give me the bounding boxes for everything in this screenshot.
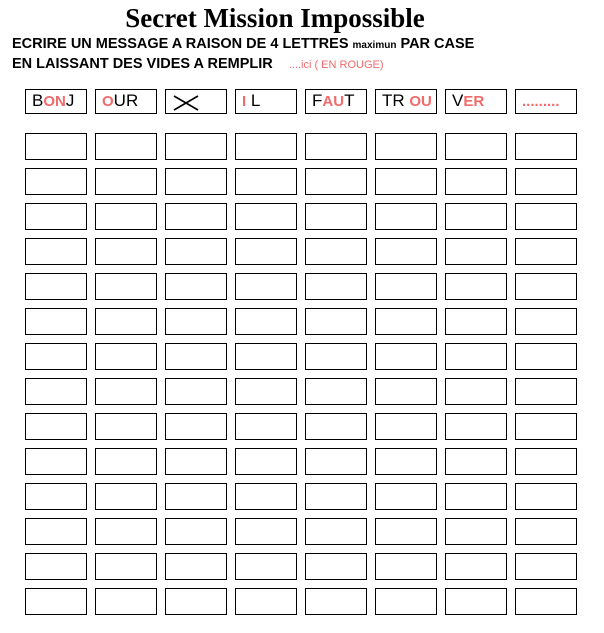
grid-row: [25, 588, 577, 623]
empty-cell[interactable]: [25, 448, 87, 475]
empty-cell[interactable]: [235, 308, 297, 335]
empty-cell[interactable]: [235, 588, 297, 615]
instruction-line-2: [12, 56, 384, 72]
empty-cell[interactable]: [375, 168, 437, 195]
empty-cell[interactable]: [445, 413, 507, 440]
empty-cell[interactable]: [445, 483, 507, 510]
empty-cell[interactable]: [95, 518, 157, 545]
empty-cell[interactable]: [305, 203, 367, 230]
empty-cell[interactable]: [375, 378, 437, 405]
empty-cell[interactable]: [95, 133, 157, 160]
empty-cell[interactable]: [515, 168, 577, 195]
empty-cell[interactable]: [305, 343, 367, 370]
empty-cell[interactable]: [375, 448, 437, 475]
empty-cell[interactable]: [165, 588, 227, 615]
instruction-line-2-red-note: ....ici ( EN ROUGE): [288, 59, 384, 71]
instruction-line-1: [12, 36, 474, 52]
empty-cell[interactable]: [25, 273, 87, 300]
grid-row: [25, 133, 577, 168]
empty-cell[interactable]: [445, 238, 507, 265]
empty-grid: [25, 133, 577, 623]
grid-row: [25, 343, 577, 378]
empty-cell[interactable]: [305, 273, 367, 300]
empty-cell[interactable]: [235, 168, 297, 195]
empty-cell[interactable]: [515, 203, 577, 230]
empty-cell[interactable]: [165, 413, 227, 440]
cell-red-text: O: [102, 93, 114, 110]
empty-cell[interactable]: [25, 168, 87, 195]
grid-row: [25, 378, 577, 413]
cell-black-text-2: T: [344, 91, 355, 110]
empty-cell[interactable]: [515, 553, 577, 580]
cell-black-text: TR: [382, 91, 410, 110]
empty-cell[interactable]: [95, 168, 157, 195]
cell-black-text: V: [452, 91, 464, 110]
page-title: Secret Mission Impossible: [125, 3, 425, 33]
instruction-line-1-small: maximun: [352, 40, 397, 51]
empty-cell[interactable]: [235, 133, 297, 160]
empty-cell[interactable]: [165, 378, 227, 405]
cell-black-text: B: [32, 91, 44, 110]
instruction-line-2-main: EN LAISSANT DES VIDES A REMPLIR: [12, 56, 273, 72]
empty-cell[interactable]: [165, 518, 227, 545]
empty-cell[interactable]: [305, 238, 367, 265]
grid-row: [25, 553, 577, 588]
empty-cell[interactable]: [445, 588, 507, 615]
example-cell-5: [305, 89, 367, 114]
example-cell-3: [165, 89, 227, 114]
empty-cell[interactable]: [95, 308, 157, 335]
empty-cell[interactable]: [375, 308, 437, 335]
example-cell-7: [445, 89, 507, 114]
grid-row: [25, 203, 577, 238]
grid-row: [25, 413, 577, 448]
example-row: [25, 89, 577, 114]
empty-cell[interactable]: [445, 273, 507, 300]
empty-cell[interactable]: [95, 448, 157, 475]
empty-cell[interactable]: [305, 518, 367, 545]
empty-cell[interactable]: [515, 588, 577, 615]
empty-cell[interactable]: [25, 483, 87, 510]
empty-cell[interactable]: [95, 378, 157, 405]
empty-cell[interactable]: [515, 483, 577, 510]
empty-cell[interactable]: [165, 133, 227, 160]
empty-cell[interactable]: [515, 378, 577, 405]
empty-cell[interactable]: [235, 483, 297, 510]
empty-cell[interactable]: [25, 553, 87, 580]
cell-black-text-2: UR: [113, 91, 139, 110]
empty-cell[interactable]: [375, 588, 437, 615]
empty-cell[interactable]: [445, 168, 507, 195]
empty-cell[interactable]: [515, 518, 577, 545]
empty-cell[interactable]: [95, 203, 157, 230]
empty-cell[interactable]: [305, 448, 367, 475]
empty-cell[interactable]: [95, 273, 157, 300]
grid-row: [25, 238, 577, 273]
empty-cell[interactable]: [515, 448, 577, 475]
empty-cell[interactable]: [375, 553, 437, 580]
empty-cell[interactable]: [25, 413, 87, 440]
empty-cell[interactable]: [305, 308, 367, 335]
empty-cell[interactable]: [515, 413, 577, 440]
cell-black-text-2: J: [65, 91, 75, 110]
empty-cell[interactable]: [165, 553, 227, 580]
empty-cell[interactable]: [235, 413, 297, 440]
empty-cell[interactable]: [165, 168, 227, 195]
empty-cell[interactable]: [445, 308, 507, 335]
empty-cell[interactable]: [305, 413, 367, 440]
example-cell-2: [95, 89, 157, 114]
empty-cell[interactable]: [515, 238, 577, 265]
empty-cell[interactable]: [305, 588, 367, 615]
empty-cell[interactable]: [95, 588, 157, 615]
empty-cell[interactable]: [305, 133, 367, 160]
cross-icon: [172, 92, 202, 112]
empty-cell[interactable]: [375, 273, 437, 300]
grid-row: [25, 168, 577, 203]
example-cell-1: [25, 89, 87, 114]
empty-cell[interactable]: [375, 203, 437, 230]
empty-cell[interactable]: [95, 238, 157, 265]
empty-cell[interactable]: [515, 273, 577, 300]
cell-red-text: AU: [322, 93, 345, 110]
empty-cell[interactable]: [375, 483, 437, 510]
empty-cell[interactable]: [445, 448, 507, 475]
cell-black-text-2: L: [246, 91, 261, 110]
empty-cell[interactable]: [165, 203, 227, 230]
empty-cell[interactable]: [235, 203, 297, 230]
empty-cell[interactable]: [165, 448, 227, 475]
empty-cell[interactable]: [25, 133, 87, 160]
empty-cell[interactable]: [25, 308, 87, 335]
empty-cell[interactable]: [95, 483, 157, 510]
empty-cell[interactable]: [305, 378, 367, 405]
cell-red-text: ER: [463, 93, 485, 110]
instruction-line-1-main: ECRIRE UN MESSAGE A RAISON DE 4 LETTRES: [12, 36, 349, 52]
empty-cell[interactable]: [375, 343, 437, 370]
instruction-line-1-end: PAR CASE: [400, 36, 475, 52]
cell-red-text: ON: [43, 93, 66, 110]
grid-row: [25, 308, 577, 343]
empty-cell[interactable]: [445, 553, 507, 580]
empty-cell[interactable]: [25, 238, 87, 265]
empty-cell[interactable]: [95, 413, 157, 440]
cell-red-text: OU: [409, 93, 432, 110]
empty-cell[interactable]: [375, 238, 437, 265]
empty-cell[interactable]: [25, 378, 87, 405]
empty-cell[interactable]: [25, 588, 87, 615]
empty-cell[interactable]: [235, 378, 297, 405]
empty-cell[interactable]: [445, 133, 507, 160]
empty-cell[interactable]: [515, 133, 577, 160]
empty-cell[interactable]: [445, 518, 507, 545]
empty-cell[interactable]: [165, 483, 227, 510]
example-cell-8: [515, 89, 577, 114]
empty-cell[interactable]: [235, 553, 297, 580]
empty-cell[interactable]: [235, 273, 297, 300]
empty-cell[interactable]: [25, 518, 87, 545]
empty-cell[interactable]: [165, 343, 227, 370]
example-cell-6: [375, 89, 437, 114]
empty-cell[interactable]: [445, 203, 507, 230]
empty-cell[interactable]: [25, 343, 87, 370]
empty-cell[interactable]: [445, 343, 507, 370]
cell-black-text: F: [312, 91, 323, 110]
empty-cell[interactable]: [305, 553, 367, 580]
grid-row: [25, 273, 577, 308]
empty-cell[interactable]: [165, 238, 227, 265]
empty-cell[interactable]: [375, 413, 437, 440]
empty-cell[interactable]: [305, 483, 367, 510]
cell-red-text: .........: [522, 93, 560, 110]
empty-cell[interactable]: [445, 378, 507, 405]
empty-cell[interactable]: [235, 518, 297, 545]
grid-row: [25, 518, 577, 553]
grid-row: [25, 483, 577, 518]
empty-cell[interactable]: [375, 518, 437, 545]
empty-cell[interactable]: [235, 448, 297, 475]
empty-cell[interactable]: [515, 308, 577, 335]
grid-row: [25, 448, 577, 483]
empty-cell[interactable]: [375, 133, 437, 160]
empty-cell[interactable]: [305, 168, 367, 195]
empty-cell[interactable]: [165, 308, 227, 335]
example-cell-4: [235, 89, 297, 114]
empty-cell[interactable]: [235, 238, 297, 265]
empty-cell[interactable]: [95, 553, 157, 580]
empty-cell[interactable]: [235, 343, 297, 370]
empty-cell[interactable]: [165, 273, 227, 300]
empty-cell[interactable]: [95, 343, 157, 370]
cell-red-text: I: [242, 93, 247, 110]
empty-cell[interactable]: [25, 203, 87, 230]
empty-cell[interactable]: [515, 343, 577, 370]
